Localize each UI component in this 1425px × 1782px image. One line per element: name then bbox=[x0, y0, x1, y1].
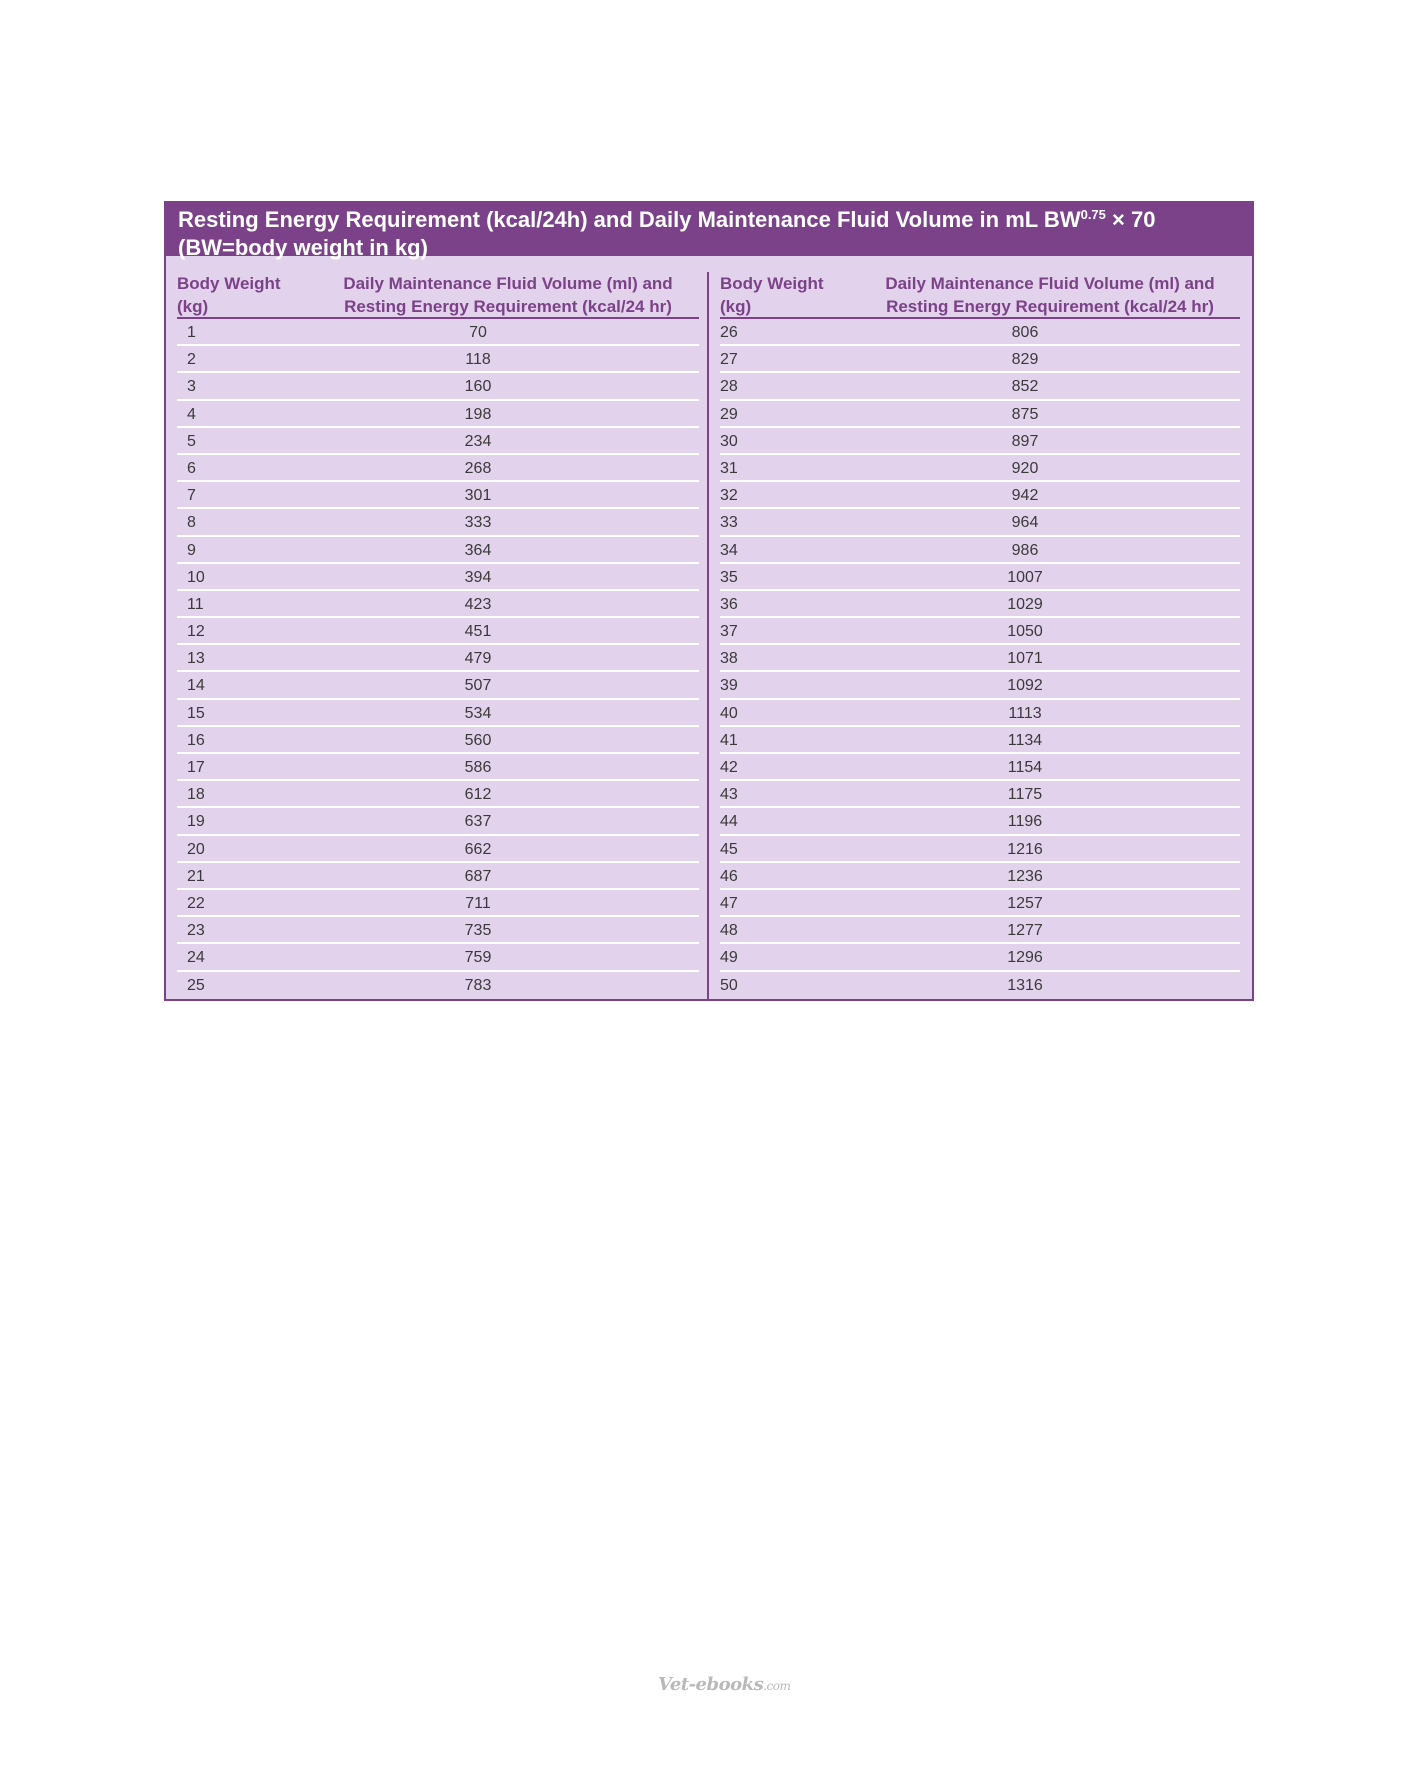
body-weight-cell: 23 bbox=[187, 922, 205, 940]
body-weight-cell: 32 bbox=[720, 487, 738, 505]
logo-main-text: Vet-ebooks bbox=[658, 1674, 764, 1695]
value-header bbox=[317, 272, 699, 317]
energy-value-cell: 451 bbox=[464, 623, 492, 641]
body-weight-cell: 48 bbox=[720, 922, 738, 940]
body-weight-cell: 17 bbox=[187, 759, 205, 776]
table-row bbox=[177, 863, 699, 890]
energy-value-cell: 1236 bbox=[1007, 867, 1043, 885]
body-weight-cell: 30 bbox=[720, 432, 738, 450]
body-weight-cell: 22 bbox=[187, 894, 205, 912]
energy-value-cell: 920 bbox=[1011, 459, 1039, 477]
table-row bbox=[177, 672, 699, 699]
table-row bbox=[177, 537, 699, 564]
value-header-line2: Resting Energy Requirement (kcal/24 hr) bbox=[886, 297, 1214, 316]
weight-header bbox=[177, 272, 317, 317]
body-weight-cell: 16 bbox=[187, 731, 205, 749]
energy-value-cell: 586 bbox=[464, 759, 492, 776]
table-row bbox=[177, 727, 699, 754]
energy-value-cell: 301 bbox=[464, 487, 492, 505]
energy-value-cell: 1134 bbox=[1007, 731, 1043, 749]
table-title-line2: (BW=body weight in kg) bbox=[178, 235, 428, 260]
table-row bbox=[720, 672, 1240, 699]
energy-value-cell: 612 bbox=[464, 786, 492, 804]
energy-value-cell: 1154 bbox=[1007, 759, 1043, 776]
table-row bbox=[177, 972, 699, 999]
energy-value-cell: 711 bbox=[465, 894, 491, 912]
table-row bbox=[177, 944, 699, 971]
body-weight-cell: 9 bbox=[187, 541, 196, 559]
body-weight-cell: 24 bbox=[187, 949, 205, 967]
table-row bbox=[720, 944, 1240, 971]
energy-value-cell: 1216 bbox=[1007, 840, 1043, 858]
body-weight-cell: 35 bbox=[720, 568, 738, 586]
body-weight-cell: 21 bbox=[187, 867, 205, 885]
body-weight-cell: 47 bbox=[720, 894, 738, 912]
energy-value-cell: 1257 bbox=[1007, 894, 1043, 912]
body-weight-cell: 43 bbox=[720, 786, 738, 804]
table-row bbox=[177, 428, 699, 455]
table-row bbox=[720, 645, 1240, 672]
body-weight-cell: 45 bbox=[720, 840, 738, 858]
table-row bbox=[720, 509, 1240, 536]
body-weight-cell: 27 bbox=[720, 351, 738, 369]
logo-suffix-text: .com bbox=[763, 1679, 791, 1693]
energy-value-cell: 942 bbox=[1011, 487, 1039, 505]
table-row bbox=[177, 509, 699, 536]
table-row bbox=[177, 700, 699, 727]
energy-value-cell: 1092 bbox=[1007, 677, 1043, 695]
body-weight-cell: 13 bbox=[187, 650, 205, 668]
body-weight-cell: 6 bbox=[187, 459, 196, 477]
energy-value-cell: 662 bbox=[464, 840, 492, 858]
table-row bbox=[177, 373, 699, 400]
body-weight-cell: 40 bbox=[720, 704, 738, 722]
table-row bbox=[177, 645, 699, 672]
table-row bbox=[720, 537, 1240, 564]
energy-value-cell: 875 bbox=[1011, 405, 1039, 423]
value-header-line2: Resting Energy Requirement (kcal/24 hr) bbox=[344, 297, 672, 316]
weight-header-line2: (kg) bbox=[177, 297, 209, 316]
table-row bbox=[720, 727, 1240, 754]
energy-value-cell: 964 bbox=[1011, 514, 1039, 532]
energy-value-cell: 687 bbox=[464, 867, 492, 885]
body-weight-cell: 38 bbox=[720, 650, 738, 668]
table-row bbox=[177, 401, 699, 428]
value-header bbox=[860, 272, 1240, 317]
body-weight-cell: 49 bbox=[720, 949, 738, 967]
table-row bbox=[720, 346, 1240, 373]
table-row bbox=[720, 591, 1240, 618]
table-row bbox=[177, 781, 699, 808]
weight-header-line1: Body Weight bbox=[177, 274, 281, 293]
energy-value-cell: 1113 bbox=[1008, 704, 1042, 722]
energy-requirement-table bbox=[164, 201, 1254, 1001]
body-weight-cell: 5 bbox=[187, 432, 196, 450]
title-exponent: 0.75 bbox=[1080, 207, 1106, 222]
body-weight-cell: 26 bbox=[720, 324, 738, 341]
table-row bbox=[177, 754, 699, 781]
table-row bbox=[177, 455, 699, 482]
table-row bbox=[177, 564, 699, 591]
energy-value-cell: 394 bbox=[464, 568, 492, 586]
weight-header-line2: (kg) bbox=[720, 297, 752, 316]
energy-value-cell: 1050 bbox=[1007, 623, 1043, 641]
energy-value-cell: 986 bbox=[1011, 541, 1039, 559]
table-row bbox=[177, 890, 699, 917]
body-weight-cell: 7 bbox=[187, 487, 196, 505]
table-row bbox=[177, 808, 699, 835]
table-row bbox=[720, 808, 1240, 835]
energy-value-cell: 268 bbox=[464, 459, 492, 477]
value-header-line1: Daily Maintenance Fluid Volume (ml) and bbox=[343, 274, 673, 293]
table-row bbox=[720, 618, 1240, 645]
body-weight-cell: 36 bbox=[720, 595, 738, 613]
body-weight-cell: 39 bbox=[720, 677, 738, 695]
body-weight-cell: 46 bbox=[720, 867, 738, 885]
energy-value-cell: 783 bbox=[464, 976, 492, 994]
left-rows bbox=[177, 319, 699, 999]
table-row bbox=[720, 564, 1240, 591]
body-weight-cell: 14 bbox=[187, 677, 205, 695]
title-multiplier: × 70 bbox=[1105, 207, 1156, 232]
left-half bbox=[166, 272, 709, 999]
body-weight-cell: 42 bbox=[720, 759, 738, 776]
table-row bbox=[720, 863, 1240, 890]
table-row bbox=[177, 618, 699, 645]
body-weight-cell: 33 bbox=[720, 514, 738, 532]
body-weight-cell: 18 bbox=[187, 786, 205, 804]
energy-value-cell: 198 bbox=[464, 405, 492, 423]
table-columns bbox=[166, 256, 1252, 999]
weight-header bbox=[720, 272, 860, 317]
body-weight-cell: 1 bbox=[187, 324, 196, 341]
body-weight-cell: 29 bbox=[720, 405, 738, 423]
energy-value-cell: 1277 bbox=[1007, 922, 1043, 940]
value-header-line1: Daily Maintenance Fluid Volume (ml) and bbox=[885, 274, 1215, 293]
title-text: Resting Energy Requirement (kcal/24h) and Daily Maintenance Fluid Volume in mL BW bbox=[178, 207, 1081, 232]
energy-value-cell: 534 bbox=[464, 704, 492, 722]
energy-value-cell: 560 bbox=[464, 731, 492, 749]
energy-value-cell: 1296 bbox=[1007, 949, 1043, 967]
table-row bbox=[720, 700, 1240, 727]
energy-value-cell: 1029 bbox=[1007, 595, 1043, 613]
energy-value-cell: 806 bbox=[1011, 324, 1039, 341]
table-title-line1 bbox=[178, 207, 1240, 235]
body-weight-cell: 15 bbox=[187, 704, 205, 722]
body-weight-cell: 50 bbox=[720, 976, 738, 994]
body-weight-cell: 41 bbox=[720, 731, 738, 749]
energy-value-cell: 852 bbox=[1011, 378, 1039, 396]
energy-value-cell: 118 bbox=[465, 351, 491, 369]
table-row bbox=[720, 972, 1240, 999]
table-row bbox=[177, 836, 699, 863]
energy-value-cell: 70 bbox=[469, 324, 487, 341]
table-row bbox=[177, 917, 699, 944]
body-weight-cell: 11 bbox=[187, 595, 204, 613]
energy-value-cell: 234 bbox=[464, 432, 492, 450]
energy-value-cell: 735 bbox=[464, 922, 492, 940]
body-weight-cell: 28 bbox=[720, 378, 738, 396]
table-row bbox=[177, 319, 699, 346]
body-weight-cell: 25 bbox=[187, 976, 205, 994]
energy-value-cell: 1071 bbox=[1007, 650, 1043, 668]
energy-value-cell: 1316 bbox=[1007, 976, 1043, 994]
energy-value-cell: 1007 bbox=[1007, 568, 1043, 586]
weight-header-line1: Body Weight bbox=[720, 274, 824, 293]
body-weight-cell: 2 bbox=[187, 351, 196, 369]
body-weight-cell: 8 bbox=[187, 514, 196, 532]
body-weight-cell: 34 bbox=[720, 541, 738, 559]
energy-value-cell: 1196 bbox=[1007, 813, 1043, 831]
vet-ebooks-logo bbox=[658, 1674, 790, 1695]
energy-value-cell: 829 bbox=[1011, 351, 1039, 369]
right-rows bbox=[720, 319, 1240, 999]
right-column-headers bbox=[720, 272, 1240, 319]
table-row bbox=[720, 428, 1240, 455]
table-row bbox=[177, 482, 699, 509]
energy-value-cell: 637 bbox=[464, 813, 492, 831]
body-weight-cell: 20 bbox=[187, 840, 205, 858]
table-row bbox=[720, 373, 1240, 400]
energy-value-cell: 423 bbox=[464, 595, 492, 613]
table-row bbox=[720, 890, 1240, 917]
left-column-headers bbox=[177, 272, 699, 319]
body-weight-cell: 4 bbox=[187, 405, 196, 423]
energy-value-cell: 364 bbox=[464, 541, 492, 559]
body-weight-cell: 3 bbox=[187, 378, 196, 396]
right-half bbox=[709, 272, 1252, 999]
table-row bbox=[720, 319, 1240, 346]
table-row bbox=[720, 917, 1240, 944]
body-weight-cell: 10 bbox=[187, 568, 205, 586]
table-row bbox=[177, 591, 699, 618]
energy-value-cell: 507 bbox=[464, 677, 492, 695]
table-row bbox=[720, 836, 1240, 863]
energy-value-cell: 1175 bbox=[1007, 786, 1043, 804]
energy-value-cell: 759 bbox=[464, 949, 492, 967]
energy-value-cell: 897 bbox=[1011, 432, 1039, 450]
table-row bbox=[720, 401, 1240, 428]
body-weight-cell: 31 bbox=[720, 459, 738, 477]
table-row bbox=[720, 482, 1240, 509]
energy-value-cell: 479 bbox=[464, 650, 492, 668]
energy-value-cell: 333 bbox=[464, 514, 492, 532]
table-title bbox=[166, 203, 1252, 260]
body-weight-cell: 12 bbox=[187, 623, 205, 641]
table-row bbox=[720, 754, 1240, 781]
body-weight-cell: 37 bbox=[720, 623, 738, 641]
body-weight-cell: 19 bbox=[187, 813, 205, 831]
table-row bbox=[720, 455, 1240, 482]
table-row bbox=[720, 781, 1240, 808]
energy-value-cell: 160 bbox=[464, 378, 492, 396]
table-row bbox=[177, 346, 699, 373]
body-weight-cell: 44 bbox=[720, 813, 738, 831]
